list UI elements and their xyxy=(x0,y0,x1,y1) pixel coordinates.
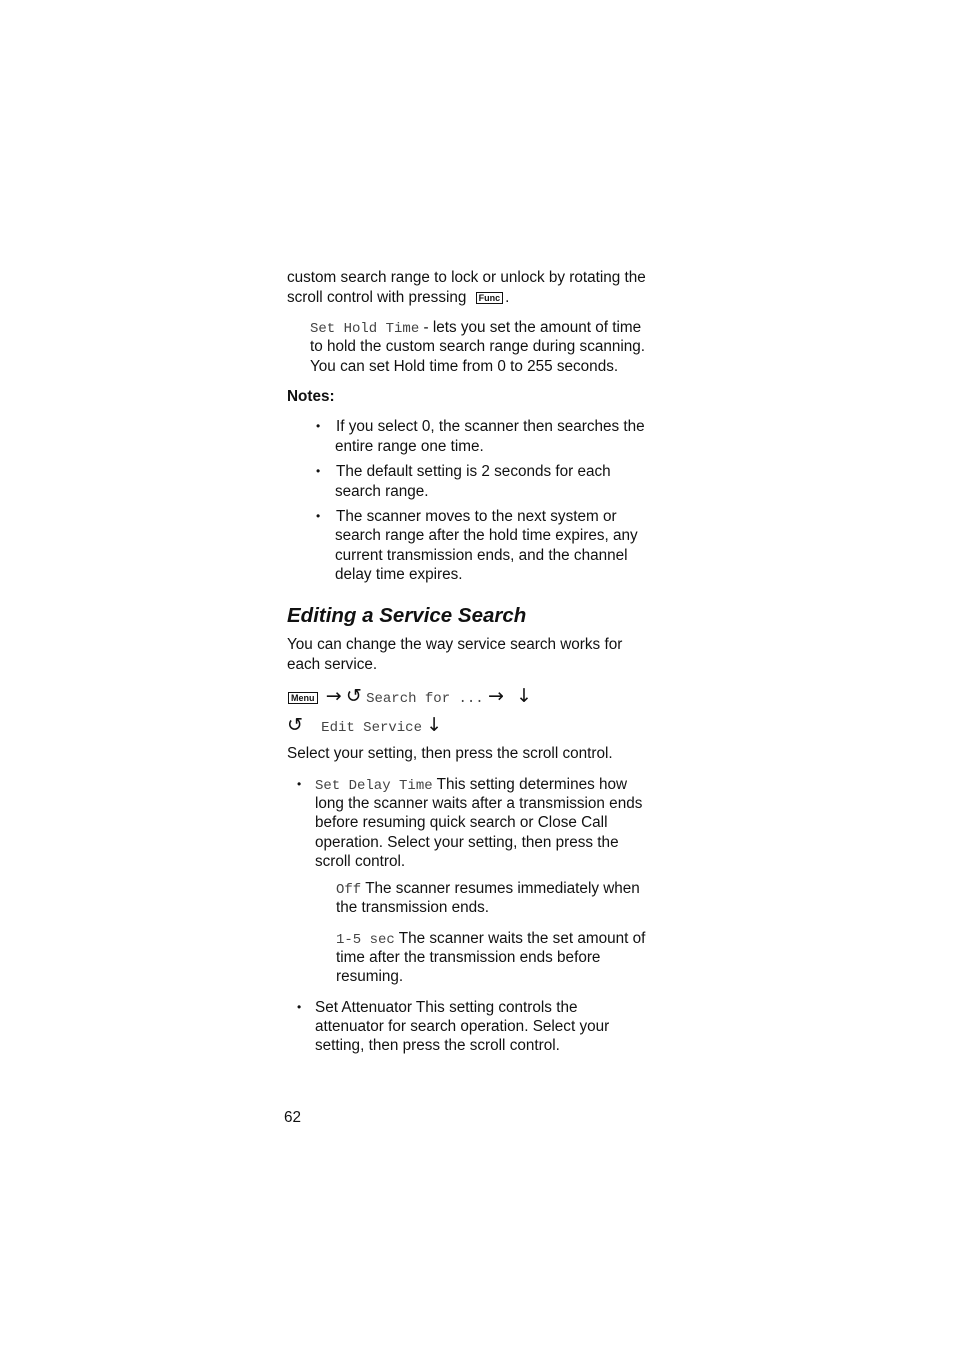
attenuator-line-3: setting, then press the scroll control. xyxy=(315,1037,560,1054)
option-sec-text: The scanner waits the set amount of xyxy=(394,930,646,947)
intro-period: . xyxy=(505,289,510,306)
page-number: 62 xyxy=(284,1109,302,1126)
delay-line-5: scroll control. xyxy=(315,853,406,870)
arrow-down-icon: ↓ xyxy=(516,685,533,707)
delay-time-code: Set Delay Time xyxy=(315,778,433,794)
note-3-line-4: delay time expires. xyxy=(335,566,463,583)
hold-time-line-2: to hold the custom search range during scanning. xyxy=(310,338,646,355)
option-sec-line-2: time after the transmission ends before xyxy=(336,949,601,966)
delay-line-4: operation. Select your setting, then press the xyxy=(315,834,619,851)
intro-line-2 xyxy=(287,288,509,308)
note-bullet-2: • xyxy=(316,464,321,478)
note-1-line-2: entire range one time. xyxy=(335,438,484,455)
arrow-right-icon: → xyxy=(325,685,342,707)
delay-line-3: before resuming quick search or Close Call xyxy=(315,814,608,831)
setting-bullet-1: • xyxy=(297,777,302,791)
hold-time-text: - lets you set the amount of time xyxy=(423,319,642,336)
delay-line-2: long the scanner waits after a transmission ends xyxy=(315,795,643,812)
hold-time-code: Set Hold Time xyxy=(310,321,420,337)
arrow-down-icon: ↓ xyxy=(426,714,443,736)
hold-time-line-3: You can set Hold time from 0 to 255 seconds. xyxy=(310,358,619,375)
attenuator-line-1: Set Attenuator This setting controls the xyxy=(315,999,578,1016)
note-bullet-1: • xyxy=(316,419,321,433)
note-3-line-3: current transmission ends, and the channel xyxy=(335,547,628,564)
setting-bullet-2: • xyxy=(297,1000,302,1014)
section-intro-line-1: You can change the way service search works for xyxy=(287,636,623,653)
func-key-icon: Func xyxy=(476,292,504,304)
search-for-code: Search for ... xyxy=(366,691,484,707)
section-intro-line-2: each service. xyxy=(287,656,378,673)
nav-line-1 xyxy=(288,684,532,711)
notes-label: Notes: xyxy=(287,388,335,405)
option-sec-code: 1-5 sec xyxy=(336,932,395,948)
option-off-line-2: the transmission ends. xyxy=(336,899,490,916)
option-off-text: The scanner resumes immediately when xyxy=(361,880,640,897)
rotate-icon: ↺ xyxy=(287,714,303,736)
note-bullet-3: • xyxy=(316,509,321,523)
note-2-line-2: search range. xyxy=(335,483,429,500)
note-2-line-1: The default setting is 2 seconds for each xyxy=(336,463,611,480)
select-setting-text: Select your setting, then press the scroll control. xyxy=(287,745,613,762)
intro-line-1: custom search range to lock or unlock by rotating the xyxy=(287,269,646,286)
note-1-line-1: If you select 0, the scanner then searches the xyxy=(336,418,645,435)
rotate-icon: ↺ xyxy=(345,685,362,707)
attenuator-line-2: attenuator for search operation. Select your xyxy=(315,1018,610,1035)
intro-line-2-text: scroll control with pressing xyxy=(287,289,467,306)
arrow-right-icon: → xyxy=(487,685,504,707)
option-off-code: Off xyxy=(336,882,362,898)
menu-key-icon: Menu xyxy=(288,692,318,704)
edit-service-code: Edit Service xyxy=(321,720,422,736)
delay-line-1-text: This setting determines how xyxy=(432,776,628,793)
nav-line-2 xyxy=(287,713,442,740)
section-heading: Editing a Service Search xyxy=(287,604,527,627)
option-sec-line-3: resuming. xyxy=(336,968,404,985)
note-3-line-1: The scanner moves to the next system or xyxy=(336,508,617,525)
note-3-line-2: search range after the hold time expires, any xyxy=(335,527,638,544)
